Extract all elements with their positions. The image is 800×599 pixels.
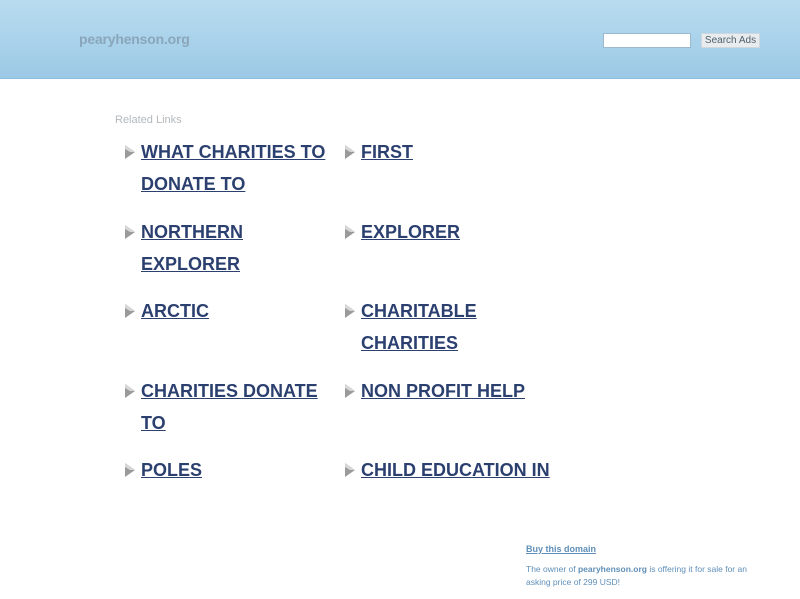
- arrow-right-icon: [124, 145, 136, 159]
- arrow-right-icon: [344, 225, 356, 239]
- related-link-label[interactable]: NORTHERN EXPLORER: [141, 222, 243, 274]
- related-link-label[interactable]: ARCTIC: [141, 301, 209, 321]
- domain-sale-box: [526, 544, 766, 589]
- related-links-title: Related Links: [115, 114, 182, 126]
- related-link-label[interactable]: CHILD EDUCATION IN: [361, 460, 550, 480]
- buy-domain-link[interactable]: Buy this domain: [526, 544, 597, 554]
- arrow-right-icon: [344, 145, 356, 159]
- arrow-right-icon: [124, 384, 136, 398]
- related-link-label[interactable]: CHARITIES DONATE TO: [141, 381, 318, 433]
- sale-text-before: The owner of: [526, 564, 578, 574]
- arrow-right-icon: [124, 225, 136, 239]
- arrow-right-icon: [124, 463, 136, 477]
- arrow-right-icon: [344, 304, 356, 318]
- search-input[interactable]: [603, 33, 691, 48]
- arrow-right-icon: [344, 463, 356, 477]
- arrow-right-icon: [124, 304, 136, 318]
- header-bar: [0, 0, 800, 79]
- search-ads-button[interactable]: Search Ads: [701, 33, 760, 48]
- sale-domain-name: pearyhenson.org: [577, 564, 647, 574]
- arrow-right-icon: [344, 384, 356, 398]
- related-link-label[interactable]: CHARITABLE CHARITIES: [361, 301, 477, 353]
- sale-description: [526, 563, 766, 589]
- related-link-label[interactable]: WHAT CHARITIES TO DONATE TO: [141, 142, 326, 194]
- related-link-label[interactable]: FIRST: [361, 142, 413, 162]
- sale-text-after: is offering it for sale for an asking price of 299 USD!: [526, 564, 747, 587]
- site-name[interactable]: pearyhenson.org: [79, 31, 190, 47]
- related-link-label[interactable]: EXPLORER: [361, 222, 461, 242]
- related-link-label[interactable]: NON PROFIT HELP: [361, 381, 526, 401]
- related-link-label[interactable]: POLES: [141, 460, 203, 480]
